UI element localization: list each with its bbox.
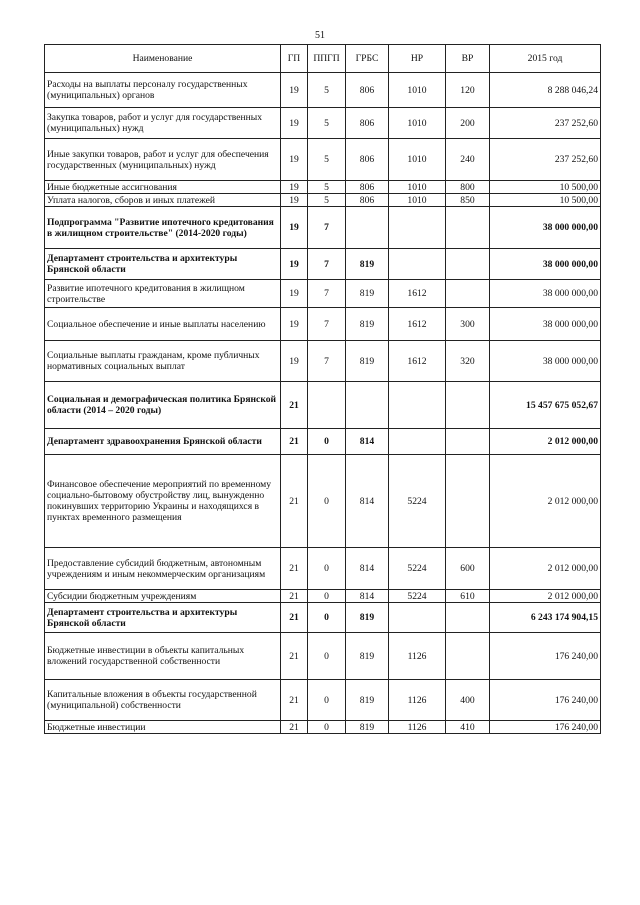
nr-cell: 1612 (389, 341, 446, 382)
header-name: Наименование (45, 45, 281, 73)
table-row (45, 455, 601, 548)
nr-cell: 1010 (389, 108, 446, 139)
table-row (45, 181, 601, 194)
ppgp-cell: 7 (308, 207, 346, 249)
page-number: 51 (315, 30, 325, 41)
nr-cell: 1126 (389, 721, 446, 734)
grbs-cell: 819 (346, 721, 389, 734)
grbs-cell: 819 (346, 341, 389, 382)
grbs-cell: 819 (346, 280, 389, 308)
grbs-cell: 814 (346, 455, 389, 548)
name-cell: Капитальные вложения в объекты государственной (муниципальной) собственности (45, 680, 281, 721)
grbs-cell (346, 207, 389, 249)
name-cell: Социальная и демографическая политика Брянской области (2014 – 2020 годы) (45, 382, 281, 429)
gp-cell: 19 (281, 108, 308, 139)
amount-cell: 38 000 000,00 (490, 207, 601, 249)
amount-cell: 10 500,00 (490, 194, 601, 207)
gp-cell: 21 (281, 680, 308, 721)
grbs-cell (346, 382, 389, 429)
name-cell: Департамент здравоохранения Брянской области (45, 429, 281, 455)
gp-cell: 19 (281, 181, 308, 194)
header-gp: ГП (281, 45, 308, 73)
table-row (45, 308, 601, 341)
grbs-cell: 806 (346, 73, 389, 108)
header-grbs: ГРБС (346, 45, 389, 73)
ppgp-cell: 0 (308, 429, 346, 455)
ppgp-cell: 7 (308, 308, 346, 341)
amount-cell: 2 012 000,00 (490, 590, 601, 603)
nr-cell: 1010 (389, 139, 446, 181)
table-row (45, 249, 601, 280)
gp-cell: 21 (281, 603, 308, 633)
vr-cell (446, 603, 490, 633)
grbs-cell: 819 (346, 633, 389, 680)
vr-cell (446, 633, 490, 680)
amount-cell: 2 012 000,00 (490, 429, 601, 455)
gp-cell: 19 (281, 207, 308, 249)
table-row (45, 194, 601, 207)
table-header-row (45, 45, 601, 73)
name-cell: Департамент строительства и архитектуры Брянской области (45, 249, 281, 280)
table-row (45, 603, 601, 633)
gp-cell: 19 (281, 139, 308, 181)
name-cell: Социальные выплаты гражданам, кроме публичных нормативных социальных выплат (45, 341, 281, 382)
amount-cell: 38 000 000,00 (490, 308, 601, 341)
vr-cell (446, 382, 490, 429)
table-row (45, 341, 601, 382)
gp-cell: 21 (281, 548, 308, 590)
ppgp-cell: 5 (308, 108, 346, 139)
ppgp-cell: 5 (308, 73, 346, 108)
grbs-cell: 806 (346, 181, 389, 194)
nr-cell: 1010 (389, 194, 446, 207)
name-cell: Уплата налогов, сборов и иных платежей (45, 194, 281, 207)
name-cell: Иные бюджетные ассигнования (45, 181, 281, 194)
name-cell: Подпрограмма "Развитие ипотечного кредитования в жилищном строительстве" (2014-2020 годы) (45, 207, 281, 249)
name-cell: Расходы на выплаты персоналу государственных (муниципальных) органов (45, 73, 281, 108)
gp-cell: 19 (281, 194, 308, 207)
budget-table (44, 44, 601, 734)
nr-cell (389, 207, 446, 249)
grbs-cell: 819 (346, 249, 389, 280)
table-row (45, 108, 601, 139)
nr-cell (389, 429, 446, 455)
gp-cell: 19 (281, 308, 308, 341)
amount-cell: 15 457 675 052,67 (490, 382, 601, 429)
grbs-cell: 806 (346, 108, 389, 139)
header-vr: ВР (446, 45, 490, 73)
amount-cell: 8 288 046,24 (490, 73, 601, 108)
ppgp-cell (308, 382, 346, 429)
gp-cell: 21 (281, 429, 308, 455)
vr-cell: 410 (446, 721, 490, 734)
vr-cell: 300 (446, 308, 490, 341)
vr-cell: 800 (446, 181, 490, 194)
name-cell: Иные закупки товаров, работ и услуг для обеспечения государственных (муниципальных) нужд (45, 139, 281, 181)
ppgp-cell: 7 (308, 249, 346, 280)
name-cell: Предоставление субсидий бюджетным, автономным учреждениям и иным некоммерческим организациям (45, 548, 281, 590)
amount-cell: 2 012 000,00 (490, 455, 601, 548)
ppgp-cell: 5 (308, 139, 346, 181)
gp-cell: 21 (281, 455, 308, 548)
table-row (45, 280, 601, 308)
vr-cell: 600 (446, 548, 490, 590)
name-cell: Финансовое обеспечение мероприятий по временному социально-бытовому обустройству лиц, вынужденно покинувших территорию Украины и находящихся в пунктах временного размещения (45, 455, 281, 548)
gp-cell: 19 (281, 280, 308, 308)
header-nr: НР (389, 45, 446, 73)
grbs-cell: 814 (346, 548, 389, 590)
name-cell: Социальное обеспечение и иные выплаты населению (45, 308, 281, 341)
table-row (45, 139, 601, 181)
name-cell: Закупка товаров, работ и услуг для государственных (муниципальных) нужд (45, 108, 281, 139)
nr-cell: 5224 (389, 590, 446, 603)
nr-cell: 1126 (389, 680, 446, 721)
nr-cell: 1612 (389, 280, 446, 308)
ppgp-cell: 0 (308, 590, 346, 603)
grbs-cell: 806 (346, 194, 389, 207)
amount-cell: 237 252,60 (490, 139, 601, 181)
amount-cell: 176 240,00 (490, 680, 601, 721)
name-cell: Бюджетные инвестиции (45, 721, 281, 734)
vr-cell: 320 (446, 341, 490, 382)
nr-cell: 1010 (389, 73, 446, 108)
vr-cell (446, 207, 490, 249)
nr-cell: 5224 (389, 548, 446, 590)
table-row (45, 590, 601, 603)
gp-cell: 21 (281, 721, 308, 734)
amount-cell: 237 252,60 (490, 108, 601, 139)
vr-cell: 400 (446, 680, 490, 721)
grbs-cell: 819 (346, 680, 389, 721)
table-row (45, 207, 601, 249)
ppgp-cell: 5 (308, 194, 346, 207)
table-row (45, 429, 601, 455)
nr-cell: 1126 (389, 633, 446, 680)
amount-cell: 38 000 000,00 (490, 341, 601, 382)
ppgp-cell: 0 (308, 548, 346, 590)
gp-cell: 19 (281, 249, 308, 280)
table-row (45, 721, 601, 734)
nr-cell (389, 249, 446, 280)
amount-cell: 176 240,00 (490, 633, 601, 680)
gp-cell: 19 (281, 341, 308, 382)
vr-cell: 120 (446, 73, 490, 108)
gp-cell: 19 (281, 73, 308, 108)
amount-cell: 38 000 000,00 (490, 249, 601, 280)
ppgp-cell: 0 (308, 680, 346, 721)
amount-cell: 2 012 000,00 (490, 548, 601, 590)
vr-cell: 240 (446, 139, 490, 181)
gp-cell: 21 (281, 633, 308, 680)
nr-cell (389, 382, 446, 429)
grbs-cell: 806 (346, 139, 389, 181)
vr-cell: 610 (446, 590, 490, 603)
gp-cell: 21 (281, 382, 308, 429)
table-row (45, 633, 601, 680)
ppgp-cell: 7 (308, 341, 346, 382)
nr-cell (389, 603, 446, 633)
ppgp-cell: 7 (308, 280, 346, 308)
ppgp-cell: 0 (308, 721, 346, 734)
vr-cell: 200 (446, 108, 490, 139)
amount-cell: 10 500,00 (490, 181, 601, 194)
grbs-cell: 814 (346, 590, 389, 603)
ppgp-cell: 0 (308, 633, 346, 680)
ppgp-cell: 0 (308, 455, 346, 548)
nr-cell: 1010 (389, 181, 446, 194)
header-ppgp: ППГП (308, 45, 346, 73)
grbs-cell: 819 (346, 603, 389, 633)
nr-cell: 1612 (389, 308, 446, 341)
table-row (45, 680, 601, 721)
vr-cell (446, 455, 490, 548)
name-cell: Бюджетные инвестиции в объекты капитальных вложений государственной собственности (45, 633, 281, 680)
amount-cell: 176 240,00 (490, 721, 601, 734)
table-row (45, 548, 601, 590)
nr-cell: 5224 (389, 455, 446, 548)
table-row (45, 73, 601, 108)
table-row (45, 382, 601, 429)
name-cell: Субсидии бюджетным учреждениям (45, 590, 281, 603)
grbs-cell: 814 (346, 429, 389, 455)
ppgp-cell: 0 (308, 603, 346, 633)
amount-cell: 6 243 174 904,15 (490, 603, 601, 633)
vr-cell (446, 249, 490, 280)
vr-cell: 850 (446, 194, 490, 207)
name-cell: Департамент строительства и архитектуры Брянской области (45, 603, 281, 633)
ppgp-cell: 5 (308, 181, 346, 194)
header-year: 2015 год (490, 45, 601, 73)
gp-cell: 21 (281, 590, 308, 603)
vr-cell (446, 429, 490, 455)
amount-cell: 38 000 000,00 (490, 280, 601, 308)
vr-cell (446, 280, 490, 308)
grbs-cell: 819 (346, 308, 389, 341)
name-cell: Развитие ипотечного кредитования в жилищном строительстве (45, 280, 281, 308)
